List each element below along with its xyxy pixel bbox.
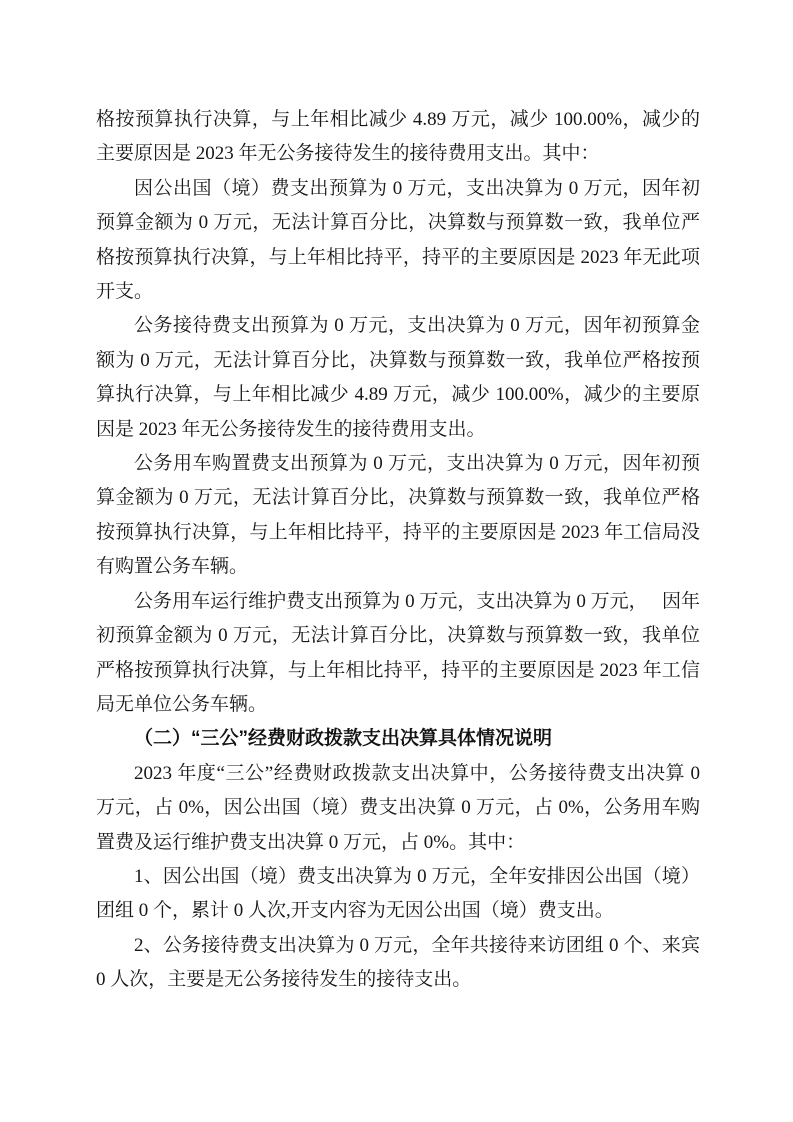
- paragraph-reception-expense: 公务接待费支出预算为 0 万元，支出决算为 0 万元，因年初预算金额为 0 万元，无法计算百分比，决算数与预算数一致，我单位严格按预算执行决算，与上年相比减少 4.89 万元，减少 100.00%，减少的主要原因是 2023 年无公务接待发生的接待费用支出。: [96, 315, 700, 440]
- paragraph-item-1-abroad: 1、因公出国（境）费支出决算为 0 万元，全年安排因公出国（境）团组 0 个，累计 0 人次,开支内容为无因公出国（境）费支出。: [96, 865, 700, 922]
- paragraph-vehicle-maintenance-expense: 公务用车运行维护费支出预算为 0 万元，支出决算为 0 万元， 因年初预算金额为 0 万元，无法计算百分比，决算数与预算数一致，我单位严格按预算执行决算，与上年相比持平，持平的主要原因是 2023 年工信局无单位公务车辆。: [96, 590, 700, 715]
- paragraph-vehicle-purchase-expense: 公务用车购置费支出预算为 0 万元，支出决算为 0 万元，因年初预算金额为 0 万元，无法计算百分比，决算数与预算数一致，我单位严格按预算执行决算，与上年相比持平，持平的主要原因是 2023 年工信局没有购置公务车辆。: [96, 453, 700, 578]
- paragraph-item-2-reception: 2、公务接待费支出决算为 0 万元，全年共接待来访团组 0 个、来宾 0 人次，主要是无公务接待发生的接待支出。: [96, 934, 700, 991]
- document-body: [96, 103, 700, 998]
- paragraph-three-public-summary: 2023 年度“三公”经费财政拨款支出决算中，公务接待费支出决算 0 万元，占 0%，因公出国（境）费支出决算 0 万元，占 0%，公务用车购置费及运行维护费支出决算 0 万元，占 0%。其中：: [96, 762, 700, 853]
- paragraph-abroad-expense: 因公出国（境）费支出预算为 0 万元，支出决算为 0 万元，因年初预算金额为 0 万元，无法计算百分比，决算数与预算数一致，我单位严格按预算执行决算，与上年相比持平，持平的主要原因是 2023 年无此项开支。: [96, 177, 700, 303]
- paragraph-continuation: 格按预算执行决算，与上年相比减少 4.89 万元，减少 100.00%，减少的主要原因是 2023 年无公务接待发生的接待费用支出。其中：: [96, 109, 700, 165]
- section-heading-three-public-funds: （二）“三公”经费财政拨款支出决算具体情况说明: [134, 728, 553, 750]
